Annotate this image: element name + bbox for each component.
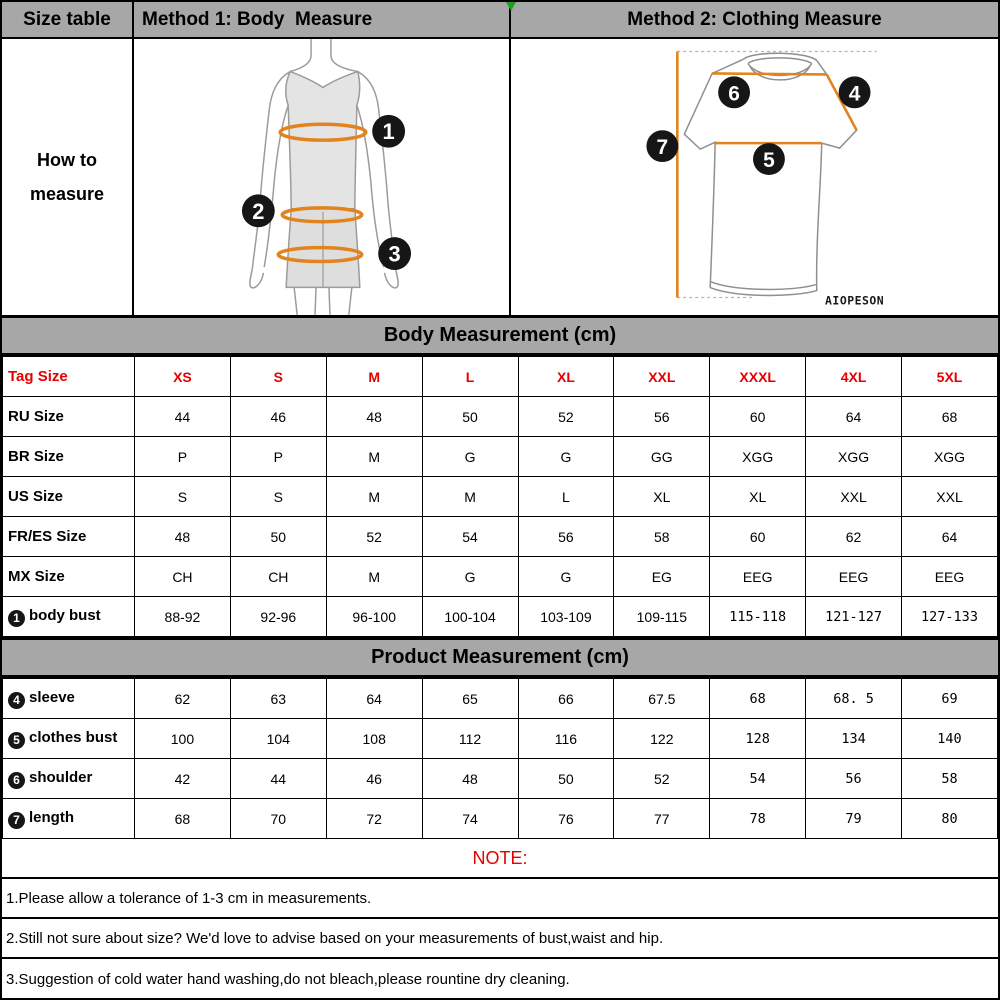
- method2-title: Method 2: Clothing Measure: [627, 8, 882, 30]
- value-cell: 76: [518, 799, 614, 839]
- table-row: [3, 397, 998, 437]
- value-cell: 121-127: [806, 597, 902, 637]
- table-row: [3, 557, 998, 597]
- value-cell: M: [326, 437, 422, 477]
- value-cell: 68: [135, 799, 231, 839]
- value-cell: 50: [518, 759, 614, 799]
- value-cell: M: [422, 477, 518, 517]
- value-cell: G: [518, 437, 614, 477]
- value-cell: 68: [902, 397, 998, 437]
- value-cell: L: [422, 357, 518, 397]
- value-cell: 108: [326, 719, 422, 759]
- value-cell: XXL: [614, 357, 710, 397]
- value-cell: 60: [710, 397, 806, 437]
- row-label: FR/ES Size: [3, 517, 135, 557]
- value-cell: XS: [135, 357, 231, 397]
- method1-header: [134, 2, 511, 39]
- note-title-row: [2, 839, 998, 879]
- value-cell: CH: [230, 557, 326, 597]
- value-cell: CH: [135, 557, 231, 597]
- row-label: MX Size: [3, 557, 135, 597]
- value-cell: XGG: [902, 437, 998, 477]
- circled-number-marker: 7: [8, 812, 25, 829]
- marker-2: 2: [252, 198, 265, 224]
- table-row: [3, 679, 998, 719]
- value-cell: 58: [614, 517, 710, 557]
- value-cell: 96-100: [326, 597, 422, 637]
- product-measurement-title: Product Measurement (cm): [371, 646, 629, 668]
- row-label: 5 clothes bust: [3, 719, 135, 759]
- value-cell: 115-118: [710, 597, 806, 637]
- row-label: Tag Size: [3, 357, 135, 397]
- value-cell: 50: [422, 397, 518, 437]
- table-row: [3, 719, 998, 759]
- value-cell: 5XL: [902, 357, 998, 397]
- value-cell: 52: [326, 517, 422, 557]
- value-cell: EEG: [902, 557, 998, 597]
- row-label: 6 shoulder: [3, 759, 135, 799]
- marker-6: 6: [728, 82, 740, 106]
- value-cell: 42: [135, 759, 231, 799]
- row-label: 7 length: [3, 799, 135, 839]
- value-cell: EG: [614, 557, 710, 597]
- value-cell: 104: [230, 719, 326, 759]
- value-cell: 109-115: [614, 597, 710, 637]
- illustration-row: [2, 39, 998, 315]
- value-cell: XL: [614, 477, 710, 517]
- marker-1: 1: [382, 119, 395, 145]
- value-cell: 72: [326, 799, 422, 839]
- size-table-label: Size table: [23, 8, 111, 30]
- value-cell: 92-96: [230, 597, 326, 637]
- value-cell: 52: [614, 759, 710, 799]
- brand-text: AIOPESON: [825, 293, 885, 308]
- value-cell: L: [518, 477, 614, 517]
- value-cell: 62: [135, 679, 231, 719]
- value-cell: 100-104: [422, 597, 518, 637]
- row-label: 1 body bust: [3, 597, 135, 637]
- product-measurement-table: [2, 678, 998, 839]
- value-cell: XGG: [710, 437, 806, 477]
- value-cell: 77: [614, 799, 710, 839]
- value-cell: 70: [230, 799, 326, 839]
- size-table-header: [2, 2, 134, 39]
- top-header-row: [2, 2, 998, 39]
- value-cell: EEG: [806, 557, 902, 597]
- value-cell: 88-92: [135, 597, 231, 637]
- method1-title: Method 1: Body Measure: [142, 8, 373, 30]
- value-cell: 56: [518, 517, 614, 557]
- method2-header: [511, 2, 998, 39]
- value-cell: 56: [806, 759, 902, 799]
- value-cell: M: [326, 477, 422, 517]
- body-measure-illustration: [134, 39, 511, 315]
- marker-3: 3: [388, 241, 401, 267]
- row-label: RU Size: [3, 397, 135, 437]
- value-cell: 44: [135, 397, 231, 437]
- value-cell: EEG: [710, 557, 806, 597]
- value-cell: 44: [230, 759, 326, 799]
- value-cell: 66: [518, 679, 614, 719]
- body-measurement-table: [2, 356, 998, 637]
- table-row: [3, 357, 998, 397]
- value-cell: 69: [902, 679, 998, 719]
- value-cell: 134: [806, 719, 902, 759]
- circled-number-marker: 6: [8, 772, 25, 789]
- value-cell: 54: [710, 759, 806, 799]
- value-cell: 67.5: [614, 679, 710, 719]
- table-row: [3, 759, 998, 799]
- body-measurement-title: Body Measurement (cm): [383, 324, 617, 346]
- note-item: 1.Please allow a tolerance of 1-3 cm in measurements.: [2, 879, 998, 919]
- circled-number-marker: 4: [8, 692, 25, 709]
- value-cell: 128: [710, 719, 806, 759]
- value-cell: G: [518, 557, 614, 597]
- table-row: [3, 477, 998, 517]
- value-cell: 80: [902, 799, 998, 839]
- body-figure-icon: [134, 39, 509, 315]
- value-cell: 79: [806, 799, 902, 839]
- notes-list: [2, 879, 998, 999]
- value-cell: 46: [326, 759, 422, 799]
- marker-7: 7: [656, 136, 669, 160]
- value-cell: P: [135, 437, 231, 477]
- note-item: 3.Suggestion of cold water hand washing,do not bleach,please rountine dry cleaning.: [6, 970, 570, 988]
- how-to-line2: measure: [29, 184, 105, 204]
- row-label: BR Size: [3, 437, 135, 477]
- value-cell: XXXL: [710, 357, 806, 397]
- note-title: NOTE:: [472, 847, 528, 868]
- value-cell: 54: [422, 517, 518, 557]
- value-cell: S: [230, 477, 326, 517]
- table-row: [3, 597, 998, 637]
- value-cell: 127-133: [902, 597, 998, 637]
- value-cell: XL: [710, 477, 806, 517]
- row-label: US Size: [3, 477, 135, 517]
- value-cell: G: [422, 557, 518, 597]
- value-cell: 140: [902, 719, 998, 759]
- value-cell: 52: [518, 397, 614, 437]
- value-cell: 4XL: [806, 357, 902, 397]
- value-cell: 62: [806, 517, 902, 557]
- value-cell: 60: [710, 517, 806, 557]
- value-cell: 64: [902, 517, 998, 557]
- value-cell: S: [135, 477, 231, 517]
- tshirt-body-shape: [684, 59, 856, 295]
- circled-number-marker: 5: [8, 732, 25, 749]
- value-cell: 48: [422, 759, 518, 799]
- row-label: 4 sleeve: [3, 679, 135, 719]
- value-cell: XGG: [806, 437, 902, 477]
- value-cell: M: [326, 557, 422, 597]
- clothing-measure-illustration: [511, 39, 998, 315]
- table-row: [3, 437, 998, 477]
- value-cell: 48: [326, 397, 422, 437]
- value-cell: 112: [422, 719, 518, 759]
- tshirt-figure-icon: [511, 39, 998, 315]
- table-row: [3, 517, 998, 557]
- note-item: 2.Still not sure about size? We'd love to advise based on your measurements of bust,waist and hip.: [2, 919, 998, 959]
- value-cell: 58: [902, 759, 998, 799]
- value-cell: 100: [135, 719, 231, 759]
- body-measurement-band: [2, 315, 998, 356]
- value-cell: 64: [326, 679, 422, 719]
- product-measurement-band: [2, 637, 998, 678]
- value-cell: XL: [518, 357, 614, 397]
- value-cell: M: [326, 357, 422, 397]
- how-to-line1: How to: [37, 149, 97, 170]
- green-corner-marker-icon: [506, 2, 516, 11]
- value-cell: 103-109: [518, 597, 614, 637]
- value-cell: G: [422, 437, 518, 477]
- value-cell: 56: [614, 397, 710, 437]
- value-cell: XXL: [902, 477, 998, 517]
- value-cell: 122: [614, 719, 710, 759]
- value-cell: 63: [230, 679, 326, 719]
- value-cell: GG: [614, 437, 710, 477]
- value-cell: 116: [518, 719, 614, 759]
- table-row: [3, 799, 998, 839]
- value-cell: 65: [422, 679, 518, 719]
- circled-number-marker: 1: [8, 610, 25, 627]
- marker-5: 5: [763, 149, 775, 173]
- value-cell: 74: [422, 799, 518, 839]
- value-cell: P: [230, 437, 326, 477]
- value-cell: 64: [806, 397, 902, 437]
- value-cell: 46: [230, 397, 326, 437]
- how-to-measure-label: [2, 39, 134, 315]
- value-cell: 68: [710, 679, 806, 719]
- value-cell: 48: [135, 517, 231, 557]
- value-cell: 50: [230, 517, 326, 557]
- value-cell: 68. 5: [806, 679, 902, 719]
- marker-4: 4: [848, 82, 861, 106]
- value-cell: 78: [710, 799, 806, 839]
- value-cell: XXL: [806, 477, 902, 517]
- value-cell: S: [230, 357, 326, 397]
